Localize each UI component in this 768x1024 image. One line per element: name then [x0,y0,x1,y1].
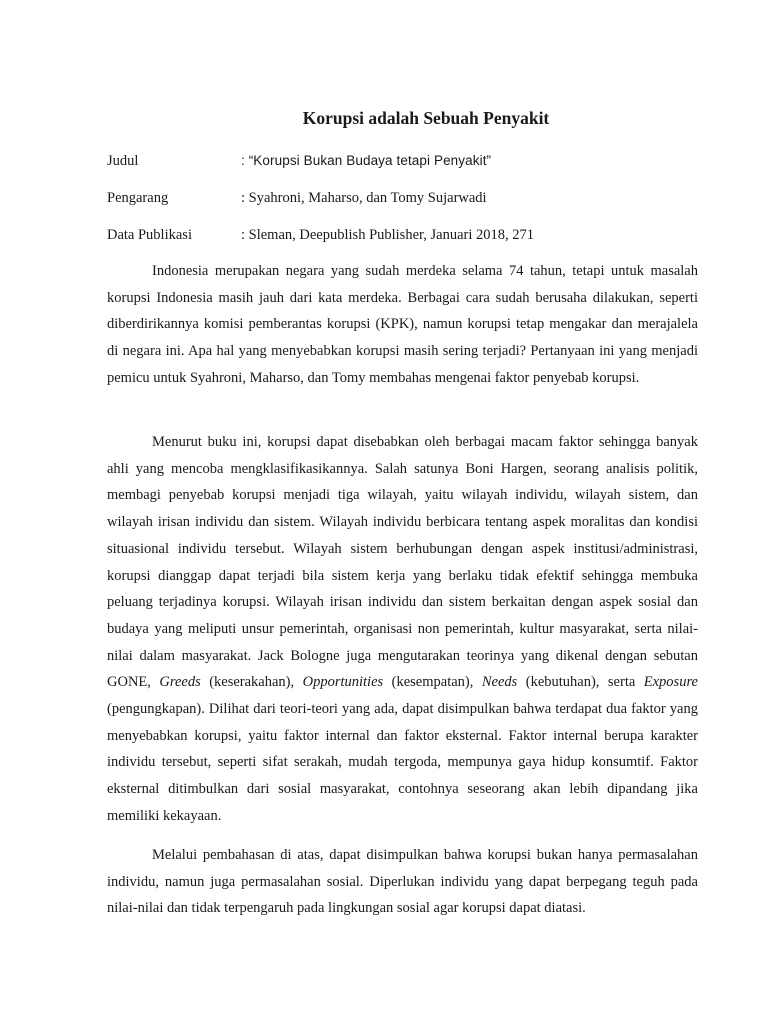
meta-value-pengarang: : Syahroni, Maharso, dan Tomy Sujarwadi [241,190,487,206]
paragraph-2-text-a: Menurut buku ini, korupsi dapat disebabkan oleh berbagai macam faktor sehingga banyak ahli yang mencoba mengklasifikasikannya. Salah satunya Boni Hargen, seorang analisis politik, membagi penyebab korupsi menjadi tiga wilayah, yaitu wilayah individu, wilayah sistem, dan wilayah irisan individu dan sistem. Wilayah individu berbicara tentang aspek moralitas dan kondisi situasional individu tersebut. Wilayah sistem berhubungan dengan aspek institusi/administrasi, korupsi dianggap dapat terjadi bila sistem kerja yang berlaku tidak efektif sehingga membuka peluang terjadinya korupsi. Wilayah irisan individu dan sistem berkaitan dengan aspek sosial dan budaya yang meliputi unsur pemerintah, organisasi non pemerintah, kultur masyarakat, serta nilai-nilai dalam masyarakat. Jack Bologne juga mengutarakan teorinya yang dikenal dengan sebutan GONE, [107,434,698,691]
paragraph-2-text-d: (kebutuhan), serta [517,674,644,691]
paragraph-1: Indonesia merupakan negara yang sudah merdeka selama 74 tahun, tetapi untuk masalah korupsi Indonesia masih jauh dari kata merdeka. Berbagai cara sudah berusaha dilakukan, seperti diberdirikannya komisi pemberantas korupsi (KPK), namun korupsi tetap mengakar dan merajalela di negara ini. Apa hal yang menyebabkan korupsi masih sering terjadi? Pertanyaan ini yang menjadi pemicu untuk Syahroni, Maharso, dan Tomy membahas mengenai faktor penyebab korupsi. [107,263,698,386]
meta-label-pengarang: Pengarang [107,190,169,206]
paragraph-2-text-c: (kesempatan), [383,674,482,691]
meta-value-publikasi: : Sleman, Deepublish Publisher, Januari 2018, 271 [241,227,535,243]
term-opportunities: Opportunities [302,674,384,691]
meta-value-judul: : “Korupsi Bukan Budaya tetapi Penyakit” [241,153,492,168]
meta-row-pengarang [107,188,698,208]
meta-row-publikasi [107,225,698,245]
term-greeds: Greeds [159,674,201,691]
paragraph-3: Melalui pembahasan di atas, dapat disimpulkan bahwa korupsi bukan hanya permasalahan individu, namun juga permasalahan sosial. Diperlukan individu yang dapat berpegang teguh pada nilai-nilai dan tidak terpengaruh pada lingkungan sosial agar korupsi dapat diatasi. [107,847,698,917]
paragraph-2 [107,429,698,830]
meta-label-publikasi: Data Publikasi [107,227,192,243]
paragraph-2-text-b: (keserakahan), [200,674,303,691]
meta-label-judul: Judul [107,153,139,169]
meta-row-judul [107,151,698,171]
paragraph-2-text-e: (pengungkapan). Dilihat dari teori-teori yang ada, dapat disimpulkan bahwa terdapat dua faktor yang menyebabkan korupsi, yaitu faktor internal dan faktor eksternal. Faktor internal berupa karakter individu tersebut, seperti sifat serakah, mudah tergoda, mempunya gaya hidup konsumtif. Faktor eksternal ditimbulkan dari sosial masyarakat, contohnya seseorang akan lebih dipandang jika memiliki kekayaan. [107,701,698,824]
document-title: Korupsi adalah Sebuah Penyakit [302,108,550,128]
term-exposure: Exposure [643,674,698,691]
term-needs: Needs [481,674,518,691]
